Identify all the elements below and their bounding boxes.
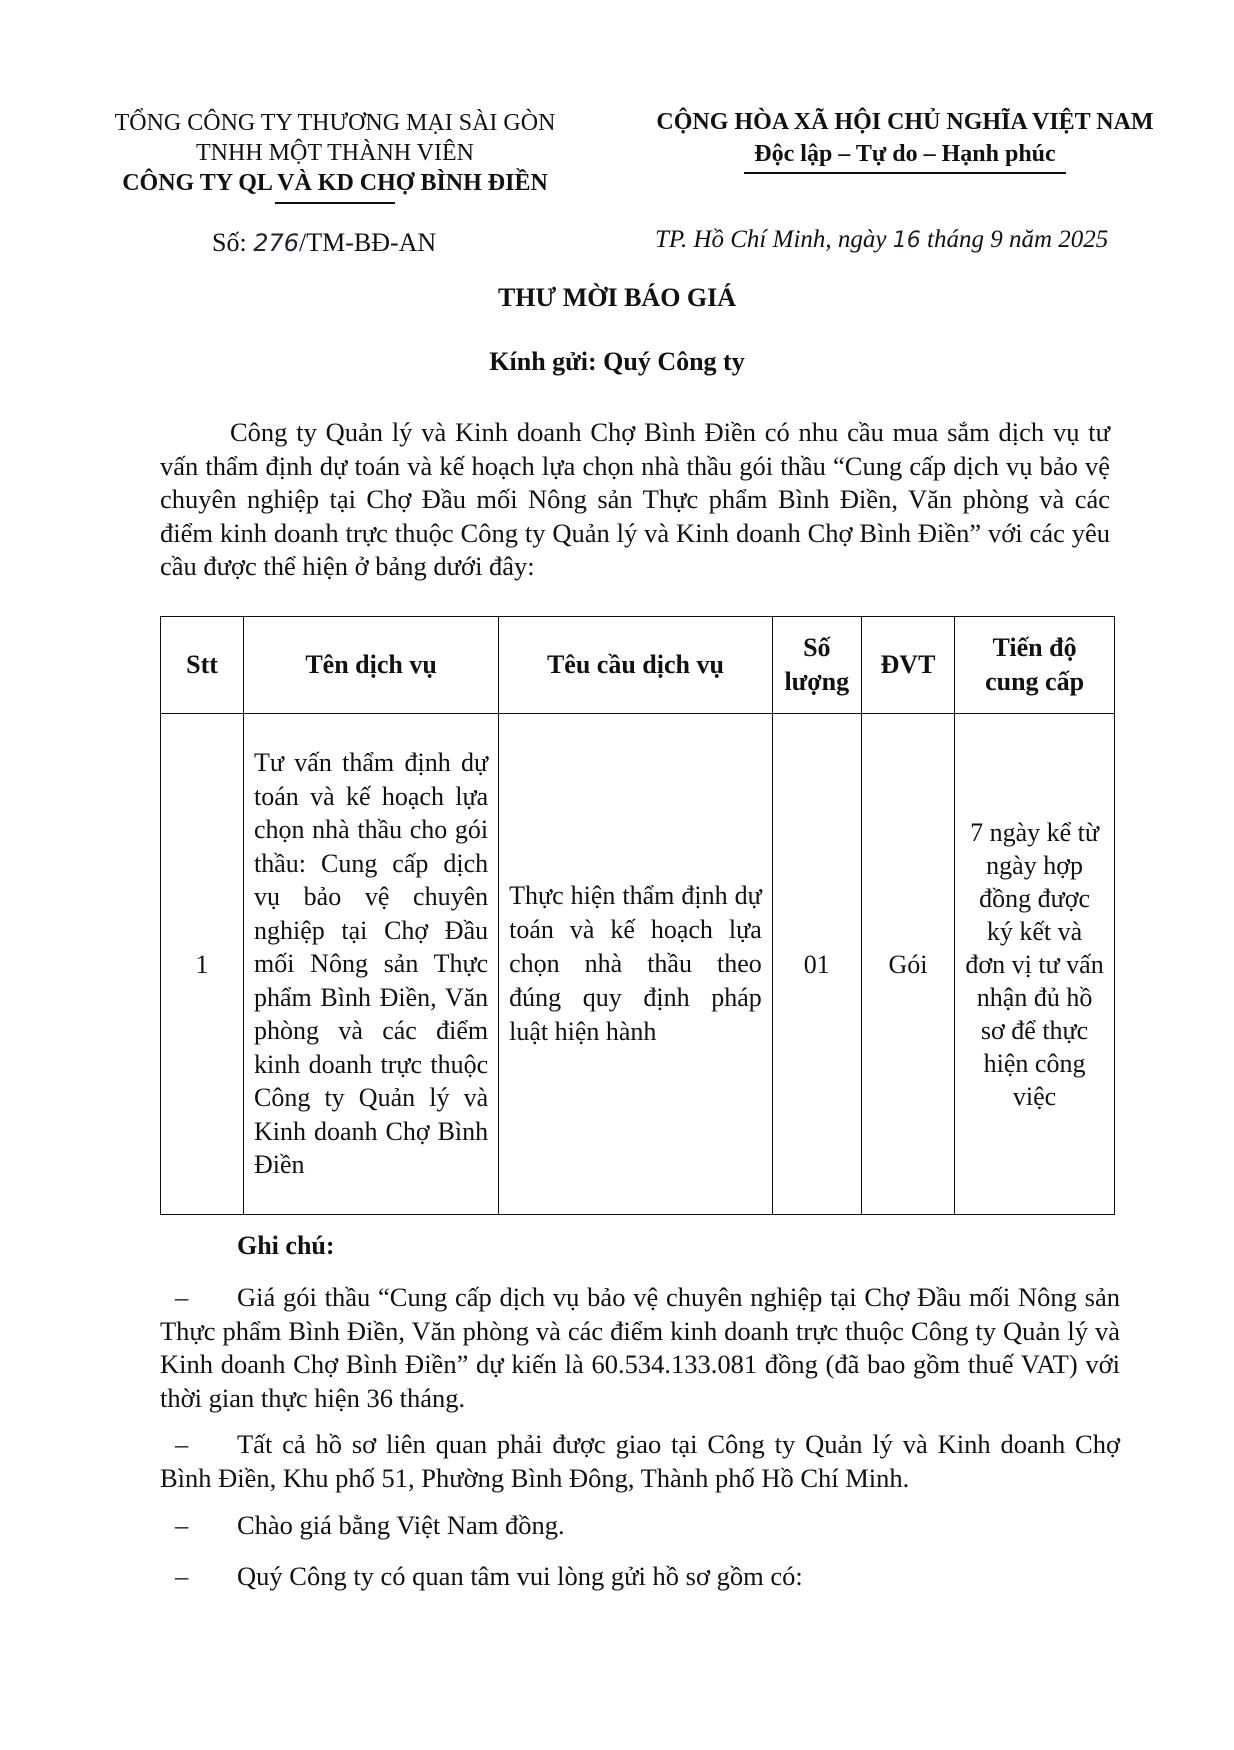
header-service-name: Tên dịch vụ: [244, 617, 499, 714]
requirements-table: [160, 616, 1115, 1215]
note-dash: –: [175, 1429, 189, 1459]
document-number-prefix: Số:: [212, 228, 254, 257]
document-number-handwritten: 276: [253, 229, 299, 257]
header-progress: [955, 617, 1115, 714]
header-progress-line-1: Tiến độ: [992, 633, 1077, 662]
note-item: [160, 1509, 1120, 1543]
header-quantity-line-2: lượng: [784, 667, 850, 696]
notes-title: Ghi chú:: [237, 1231, 335, 1260]
cell-service-name: Tư vấn thẩm định dự toán và kế hoạch lựa chọn nhà thầu cho gói thầu: Cung cấp dịch vụ bảo vệ chuyên nghiệp tại Chợ Đầu mối Nông sản Thực phẩm Bình Điền, Văn phòng và các điểm kinh doanh trực thuộc Công ty Quản lý và Kinh doanh Chợ Bình Điền: [244, 714, 499, 1215]
header-requirement: Têu cầu dịch vụ: [499, 617, 773, 714]
header-quantity: [772, 617, 861, 714]
note-text-submission: Quý Công ty có quan tâm vui lòng gửi hồ sơ gồm có:: [237, 1561, 803, 1591]
cell-quantity: 01: [772, 714, 861, 1215]
national-motto: Độc lập – Tự do – Hạnh phúc: [744, 138, 1065, 174]
cell-unit: Gói: [861, 714, 954, 1215]
note-item: [160, 1428, 1120, 1495]
issuer-line-3: CÔNG TY QL VÀ KD CHỢ BÌNH ĐIỀN: [122, 170, 548, 196]
note-dash: –: [175, 1510, 189, 1540]
cell-stt: 1: [161, 714, 244, 1215]
table-row: [161, 714, 1115, 1215]
issuer-underline: [275, 202, 395, 204]
note-item: [160, 1560, 1120, 1594]
note-text-currency: Chào giá bằng Việt Nam đồng.: [237, 1510, 565, 1540]
issuer-block: [90, 108, 580, 204]
header-progress-line-2: cung cấp: [985, 667, 1085, 696]
note-item: [160, 1281, 1120, 1415]
issuer-line-2: TNHH MỘT THÀNH VIÊN: [196, 140, 474, 166]
header-stt: Stt: [161, 617, 244, 714]
note-dash: –: [175, 1282, 189, 1312]
note-dash: –: [175, 1561, 189, 1591]
date-suffix: tháng 9 năm 2025: [920, 226, 1109, 253]
header-quantity-line-1: Số: [803, 633, 831, 662]
intro-paragraph: Công ty Quản lý và Kinh doanh Chợ Bình Điền có nhu cầu mua sắm dịch vụ tư vấn thẩm định dự toán và kế hoạch lựa chọn nhà thầu gói thầu “Cung cấp dịch vụ bảo vệ chuyên nghiệp tại Chợ Đầu mối Nông sản Thực phẩm Bình Điền, Văn phòng và các điểm kinh doanh trực thuộc Công ty Quản lý và Kinh doanh Chợ Bình Điền” với các yêu cầu được thể hiện ở bảng dưới đây:: [160, 417, 1110, 581]
national-heading: [625, 106, 1185, 174]
cell-progress: 7 ngày kể từ ngày hợp đồng được ký kết và đơn vị tư vấn nhận đủ hồ sơ để thực hiện công việc: [955, 714, 1115, 1215]
document-date: [655, 226, 1108, 254]
issuer-line-1: TỔNG CÔNG TY THƯƠNG MẠI SÀI GÒN: [114, 110, 556, 136]
document-title: THƯ MỜI BÁO GIÁ: [497, 283, 737, 312]
table-header-row: [161, 617, 1115, 714]
date-day-handwritten: 16: [892, 228, 921, 253]
national-title: CỘNG HÒA XÃ HỘI CHỦ NGHĨA VIỆT NAM: [656, 109, 1154, 135]
document-number: [212, 228, 436, 258]
note-text-delivery: Tất cả hồ sơ liên quan phải được giao tại Công ty Quản lý và Kinh doanh Chợ Bình Điền, Khu phố 51, Phường Bình Đông, Thành phố Hồ Chí Minh.: [160, 1429, 1120, 1493]
greeting: Kính gửi: Quý Công ty: [489, 347, 745, 376]
note-text-price: Giá gói thầu “Cung cấp dịch vụ bảo vệ chuyên nghiệp tại Chợ Đầu mối Nông sản Thực phẩm Bình Điền, Văn phòng và các điểm kinh doanh trực thuộc Công ty Quản lý và Kinh doanh Chợ Bình Điền” dự kiến là 60.534.133.081 đồng (đã bao gồm thuế VAT) với thời gian thực hiện 36 tháng.: [160, 1282, 1120, 1413]
header-unit: ĐVT: [861, 617, 954, 714]
date-prefix: TP. Hồ Chí Minh, ngày: [655, 226, 893, 253]
cell-requirement: Thực hiện thẩm định dự toán và kế hoạch lựa chọn nhà thầu theo đúng quy định pháp luật hiện hành: [499, 714, 773, 1215]
document-number-suffix: /TM-BĐ-AN: [299, 228, 437, 257]
